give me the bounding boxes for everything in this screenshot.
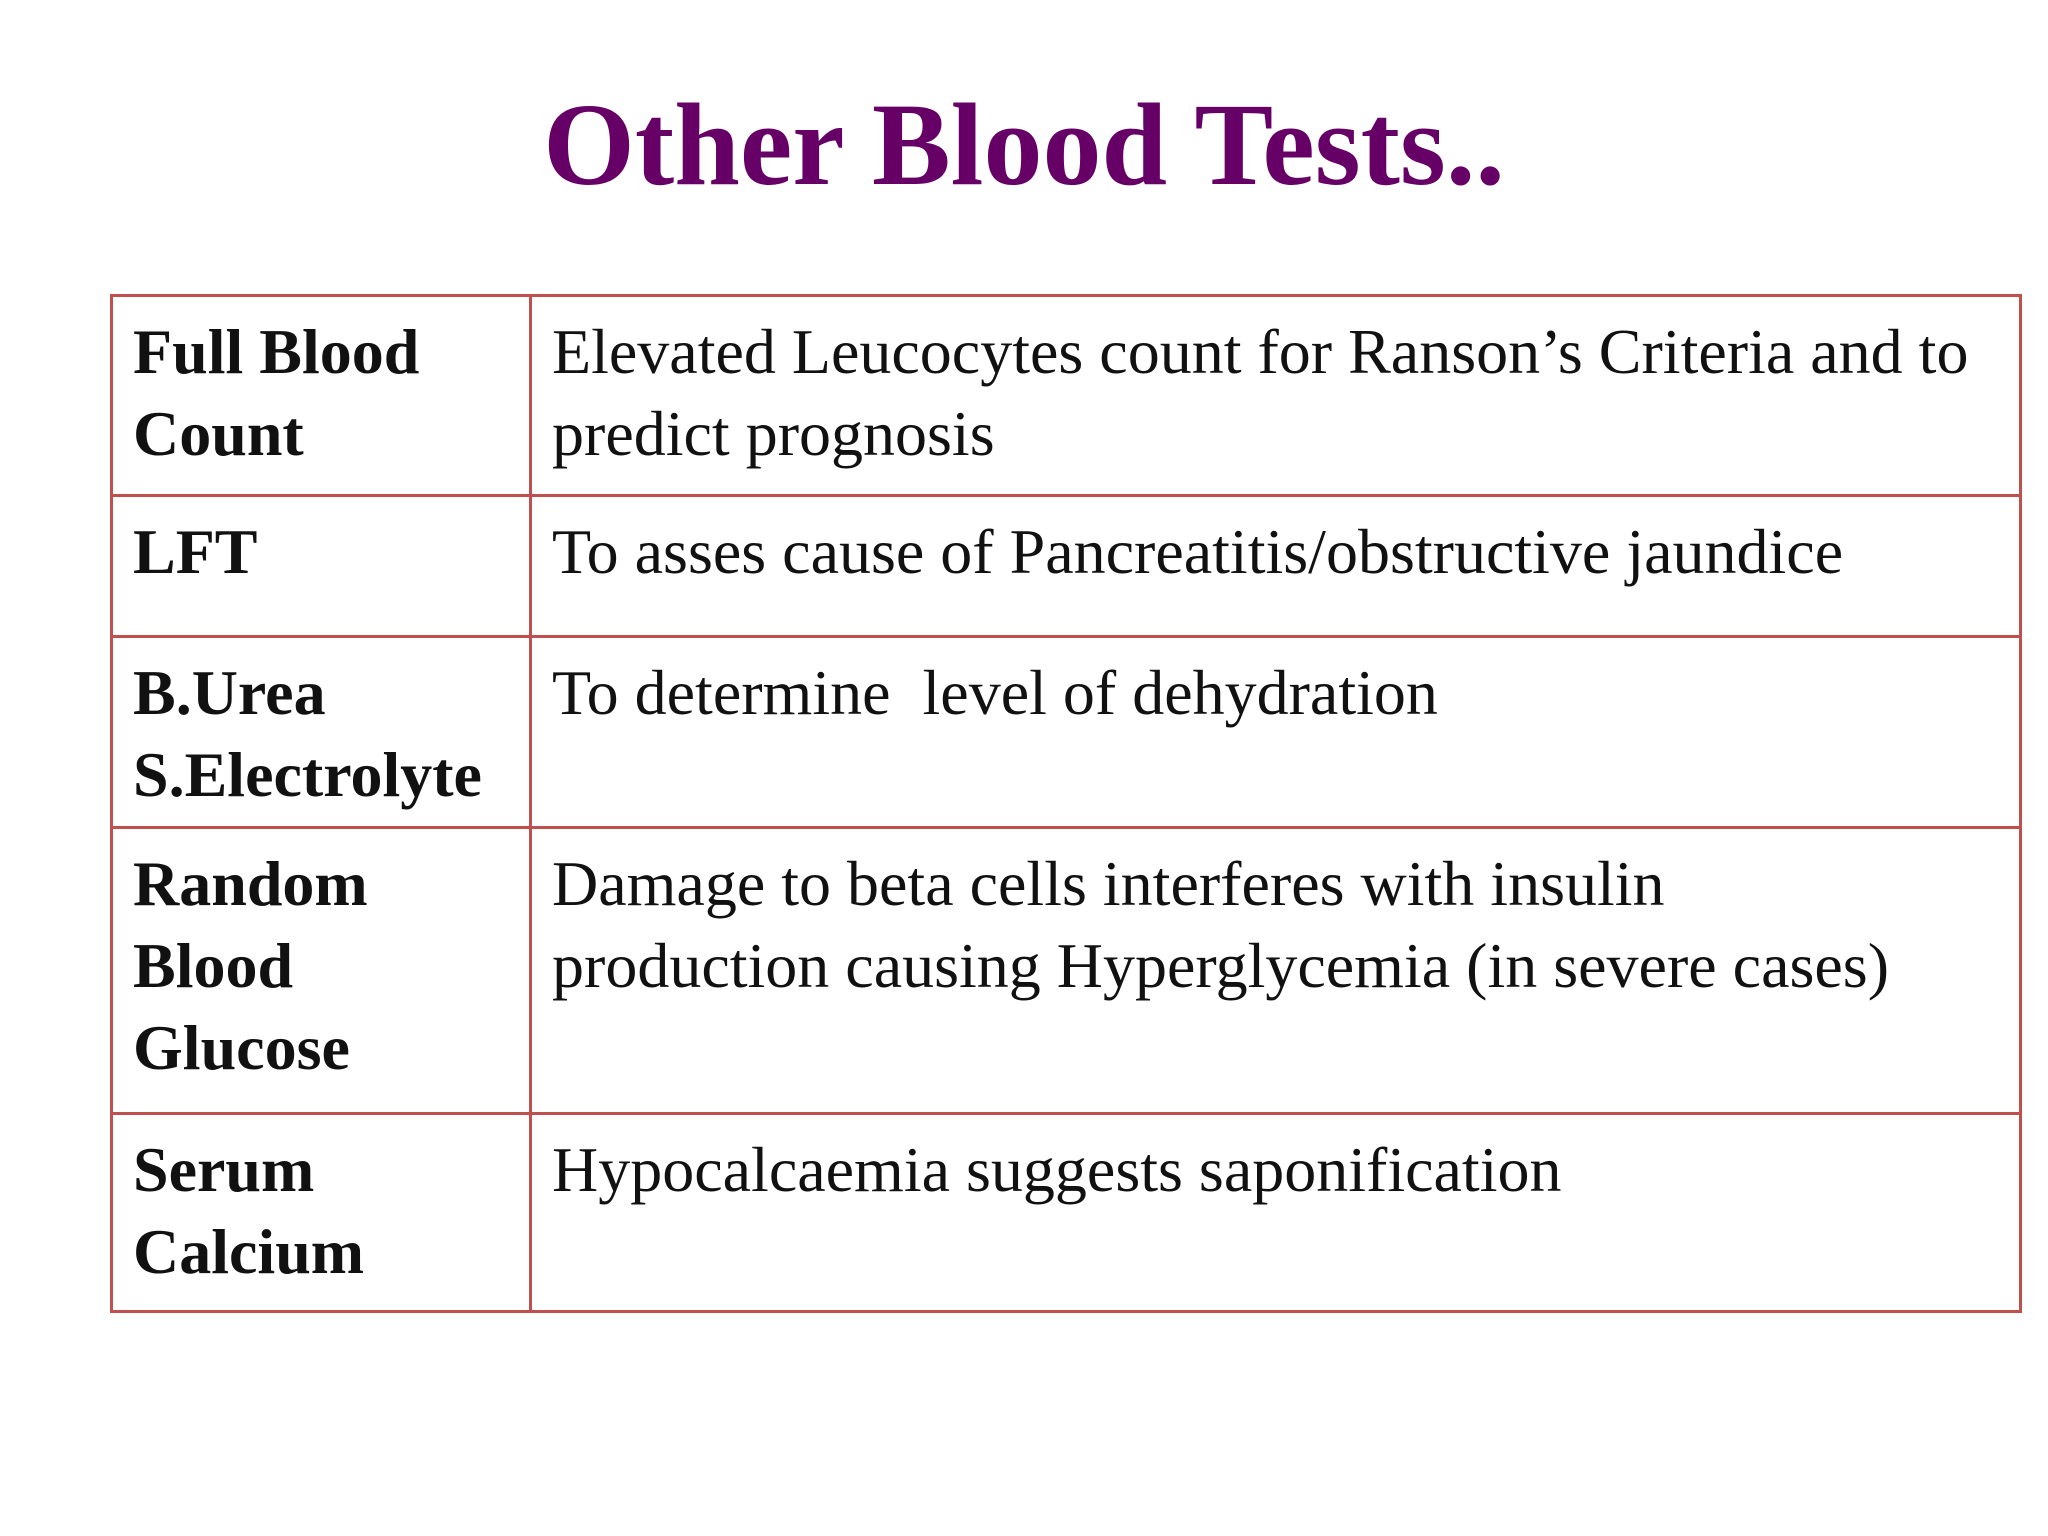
test-name-cell: Full Blood Count: [112, 296, 531, 496]
test-description-cell: To determine level of dehydration: [531, 637, 2021, 828]
test-description-cell: Hypocalcaemia suggests saponification: [531, 1114, 2021, 1312]
blood-tests-table: [110, 294, 2022, 1313]
test-description-cell: To asses cause of Pancreatitis/obstructive jaundice: [531, 496, 2021, 637]
table-row: [112, 1114, 2021, 1312]
test-description-cell: Damage to beta cells interferes with insulin production causing Hyperglycemia (in severe cases): [531, 828, 2021, 1114]
table-row: [112, 828, 2021, 1114]
table-row: [112, 496, 2021, 637]
test-description-cell: Elevated Leucocytes count for Ranson’s Criteria and to predict prognosis: [531, 296, 2021, 496]
test-name-cell: LFT: [112, 496, 531, 637]
test-name-cell: B.Urea S.Electrolyte: [112, 637, 531, 828]
test-name-cell: Random Blood Glucose: [112, 828, 531, 1114]
page-title: Other Blood Tests..: [543, 79, 1505, 210]
test-name-cell: Serum Calcium: [112, 1114, 531, 1312]
table-row: [112, 637, 2021, 828]
table-row: [112, 296, 2021, 496]
